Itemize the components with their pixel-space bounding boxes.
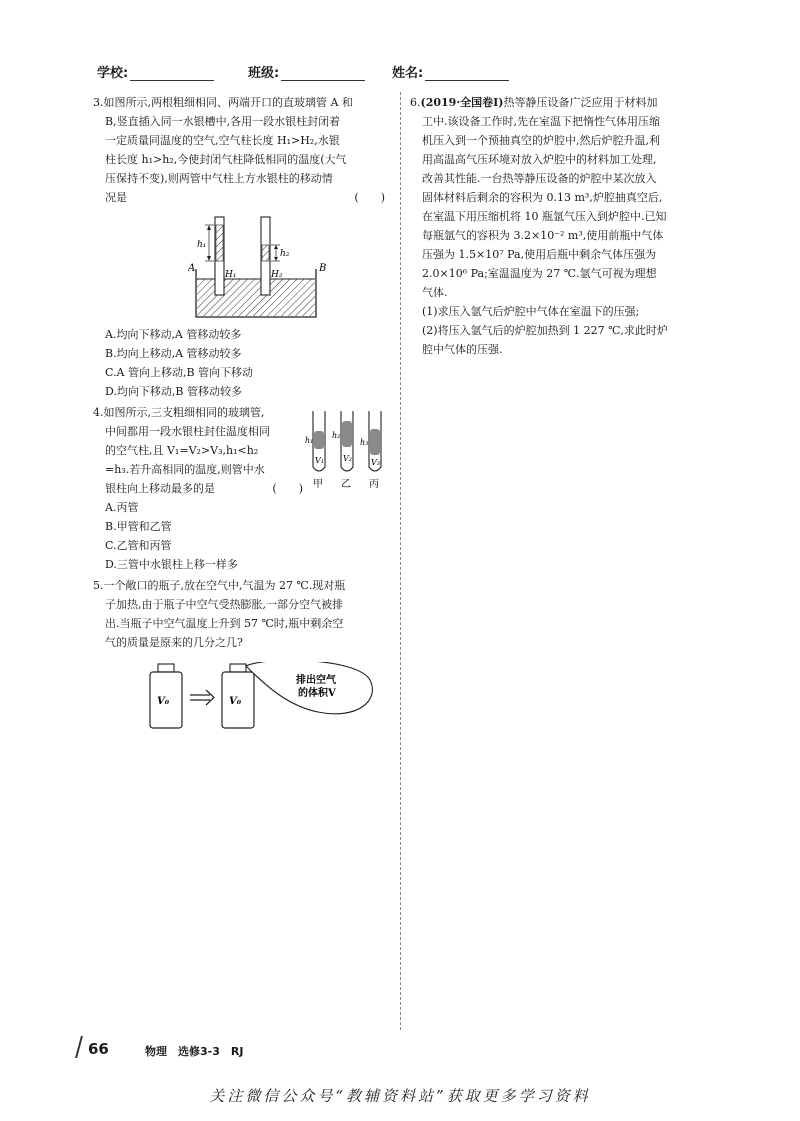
q5-text-line: 气的质量是原来的几分之几? <box>105 636 243 649</box>
q6-text-line: 用高温高气压环境对放入炉腔中的材料加工处理, <box>422 153 657 166</box>
q6-subquestion-2: (2)将压入氩气后的炉腔加热到 1 227 ℃,求此时炉 <box>422 324 668 337</box>
expelled-air-label: 排出空气 <box>296 675 336 686</box>
q6-subquestion-2-cont: 腔中气体的压强. <box>422 343 503 356</box>
q3-number: 3. <box>93 96 104 109</box>
class-field <box>248 62 365 81</box>
q5-number: 5. <box>93 579 104 592</box>
q3-text-line: 压保持不变),则两管中气柱上方水银柱的移动情 <box>105 172 333 185</box>
label-H1: H₁ <box>225 270 237 280</box>
q6-source: (2019·全国卷Ⅰ) <box>420 96 504 109</box>
q6-text-line: 机压入到一个预抽真空的炉腔中,然后炉腔升温,利 <box>422 134 660 147</box>
q6-text-line: 在室温下用压缩机将 10 瓶氩气压入到炉腔中.已知 <box>422 210 667 223</box>
q3-option-b[interactable]: B.均向上移动,A 管移动较多 <box>105 347 242 360</box>
q4-text-line: =h₃.若升高相同的温度,则管中水 <box>105 463 265 476</box>
q6-number: 6. <box>410 96 421 109</box>
q3-text-line: B,竖直插入同一水银槽中,各用一段水银柱封闭着 <box>105 115 341 128</box>
label-h1: h₁ <box>305 436 314 445</box>
question-4 <box>93 403 391 574</box>
label-tube-yi: 乙 <box>341 479 351 490</box>
q4-text-line: 银柱向上移动最多的是 <box>105 482 215 495</box>
q4-figure <box>305 409 397 491</box>
q4-option-a[interactable]: A.丙管 <box>105 501 139 514</box>
q4-option-c[interactable]: C.乙管和丙管 <box>105 539 172 552</box>
q4-text-line: 的空气柱,且 V₁=V₂>V₃,h₁<h₂ <box>105 444 259 457</box>
mercury-column-b <box>262 245 269 261</box>
label-tube-bing: 丙 <box>369 479 379 490</box>
page-number: 66 <box>88 1040 109 1058</box>
answer-bracket[interactable]: ( ) <box>272 482 303 495</box>
mercury-column-2 <box>342 421 352 447</box>
q6-text-line: 2.0×10⁶ Pa;室温温度为 27 ℃.氩气可视为理想 <box>422 267 657 280</box>
student-info-header <box>0 62 800 86</box>
name-field <box>392 62 509 81</box>
label-h1: h₁ <box>197 240 207 250</box>
q5-text-line: 一个敞口的瓶子,放在空气中,气温为 27 ℃.现对瓶 <box>103 579 346 592</box>
name-blank[interactable] <box>425 66 509 81</box>
label-H2: H₂ <box>271 270 283 280</box>
label-h2: h₂ <box>332 431 341 440</box>
question-3 <box>93 93 391 401</box>
q5-figure <box>148 662 378 734</box>
label-tube-a: A <box>188 263 196 274</box>
q4-text-line: 如图所示,三支粗细相同的玻璃管, <box>103 406 265 419</box>
right-column <box>410 93 710 359</box>
class-label: 班级: <box>248 66 280 81</box>
promo-note: 关注微信公众号“教辅资料站”获取更多学习资料 <box>209 1087 591 1105</box>
subject-label: 物理 选修3-3 RJ <box>145 1045 244 1058</box>
school-field <box>97 62 214 81</box>
q3-option-c[interactable]: C.A 管向上移动,B 管向下移动 <box>105 366 254 379</box>
q3-text-line: 一定质量同温度的空气,空气柱长度 H₁>H₂,水银 <box>105 134 340 147</box>
q3-text-line: 柱长度 h₁>h₂,今使封闭气柱降低相同的温度(大气 <box>105 153 347 166</box>
left-column <box>93 93 391 734</box>
name-label: 姓名: <box>392 66 424 81</box>
q3-text-line: 如图所示,两根粗细相同、两端开口的直玻璃管 A 和 <box>103 96 353 109</box>
q3-figure <box>188 211 328 321</box>
mercury-column-1 <box>314 431 324 449</box>
school-label: 学校: <box>97 66 129 81</box>
label-tube-jia: 甲 <box>313 479 323 490</box>
q3-option-a[interactable]: A.均向下移动,A 管移动较多 <box>105 328 242 341</box>
column-divider <box>400 92 401 1030</box>
expelled-air-label: 的体积V <box>298 688 336 699</box>
label-v2: V₂ <box>343 454 352 463</box>
q4-text-line: 中间都用一段水银柱封住温度相同 <box>105 425 270 438</box>
label-tube-b: B <box>319 263 327 274</box>
q4-number: 4. <box>93 406 104 419</box>
label-h2: h₂ <box>280 249 290 259</box>
q6-text-line: 工中.该设备工作时,先在室温下把惰性气体用压缩 <box>422 115 660 128</box>
q3-text-line: 况是 <box>105 191 127 204</box>
q4-option-d[interactable]: D.三管中水银柱上移一样多 <box>105 558 238 571</box>
mercury-column-a <box>216 225 223 261</box>
q6-text-line: 每瓶氩气的容积为 3.2×10⁻² m³,使用前瓶中气体 <box>422 229 664 242</box>
label-v3: V₃ <box>371 458 380 467</box>
label-h3: h₃ <box>360 438 369 447</box>
q5-text-line: 子加热,由于瓶子中空气受热膨胀,一部分空气被排 <box>105 598 343 611</box>
label-v0-original: V₀ <box>157 696 170 707</box>
page-number-slash <box>75 1036 83 1058</box>
label-v0-heated: V₀ <box>229 696 242 707</box>
q4-option-b[interactable]: B.甲管和乙管 <box>105 520 172 533</box>
q5-text-line: 出.当瓶子中空气温度上升到 57 ℃时,瓶中剩余空 <box>105 617 344 630</box>
q3-option-d[interactable]: D.均向下移动,B 管移动较多 <box>105 385 242 398</box>
mercury-column-3 <box>370 429 380 455</box>
q6-text-line: 固体材料后剩余的容积为 0.13 m³,炉腔抽真空后, <box>422 191 663 204</box>
q6-text-line: 热等静压设备广泛应用于材料加 <box>503 96 658 109</box>
answer-bracket[interactable]: ( ) <box>354 191 385 204</box>
q6-text-line: 改善其性能.一台热等静压设备的炉腔中某次放入 <box>422 172 657 185</box>
question-6 <box>410 93 710 359</box>
q6-text-line: 气体. <box>422 286 448 299</box>
class-blank[interactable] <box>281 66 365 81</box>
label-v1: V₁ <box>315 456 324 465</box>
question-5 <box>93 576 391 734</box>
q6-subquestion-1: (1)求压入氩气后炉腔中气体在室温下的压强; <box>422 305 640 318</box>
school-blank[interactable] <box>130 66 214 81</box>
q6-text-line: 压强为 1.5×10⁷ Pa,使用后瓶中剩余气体压强为 <box>422 248 657 261</box>
